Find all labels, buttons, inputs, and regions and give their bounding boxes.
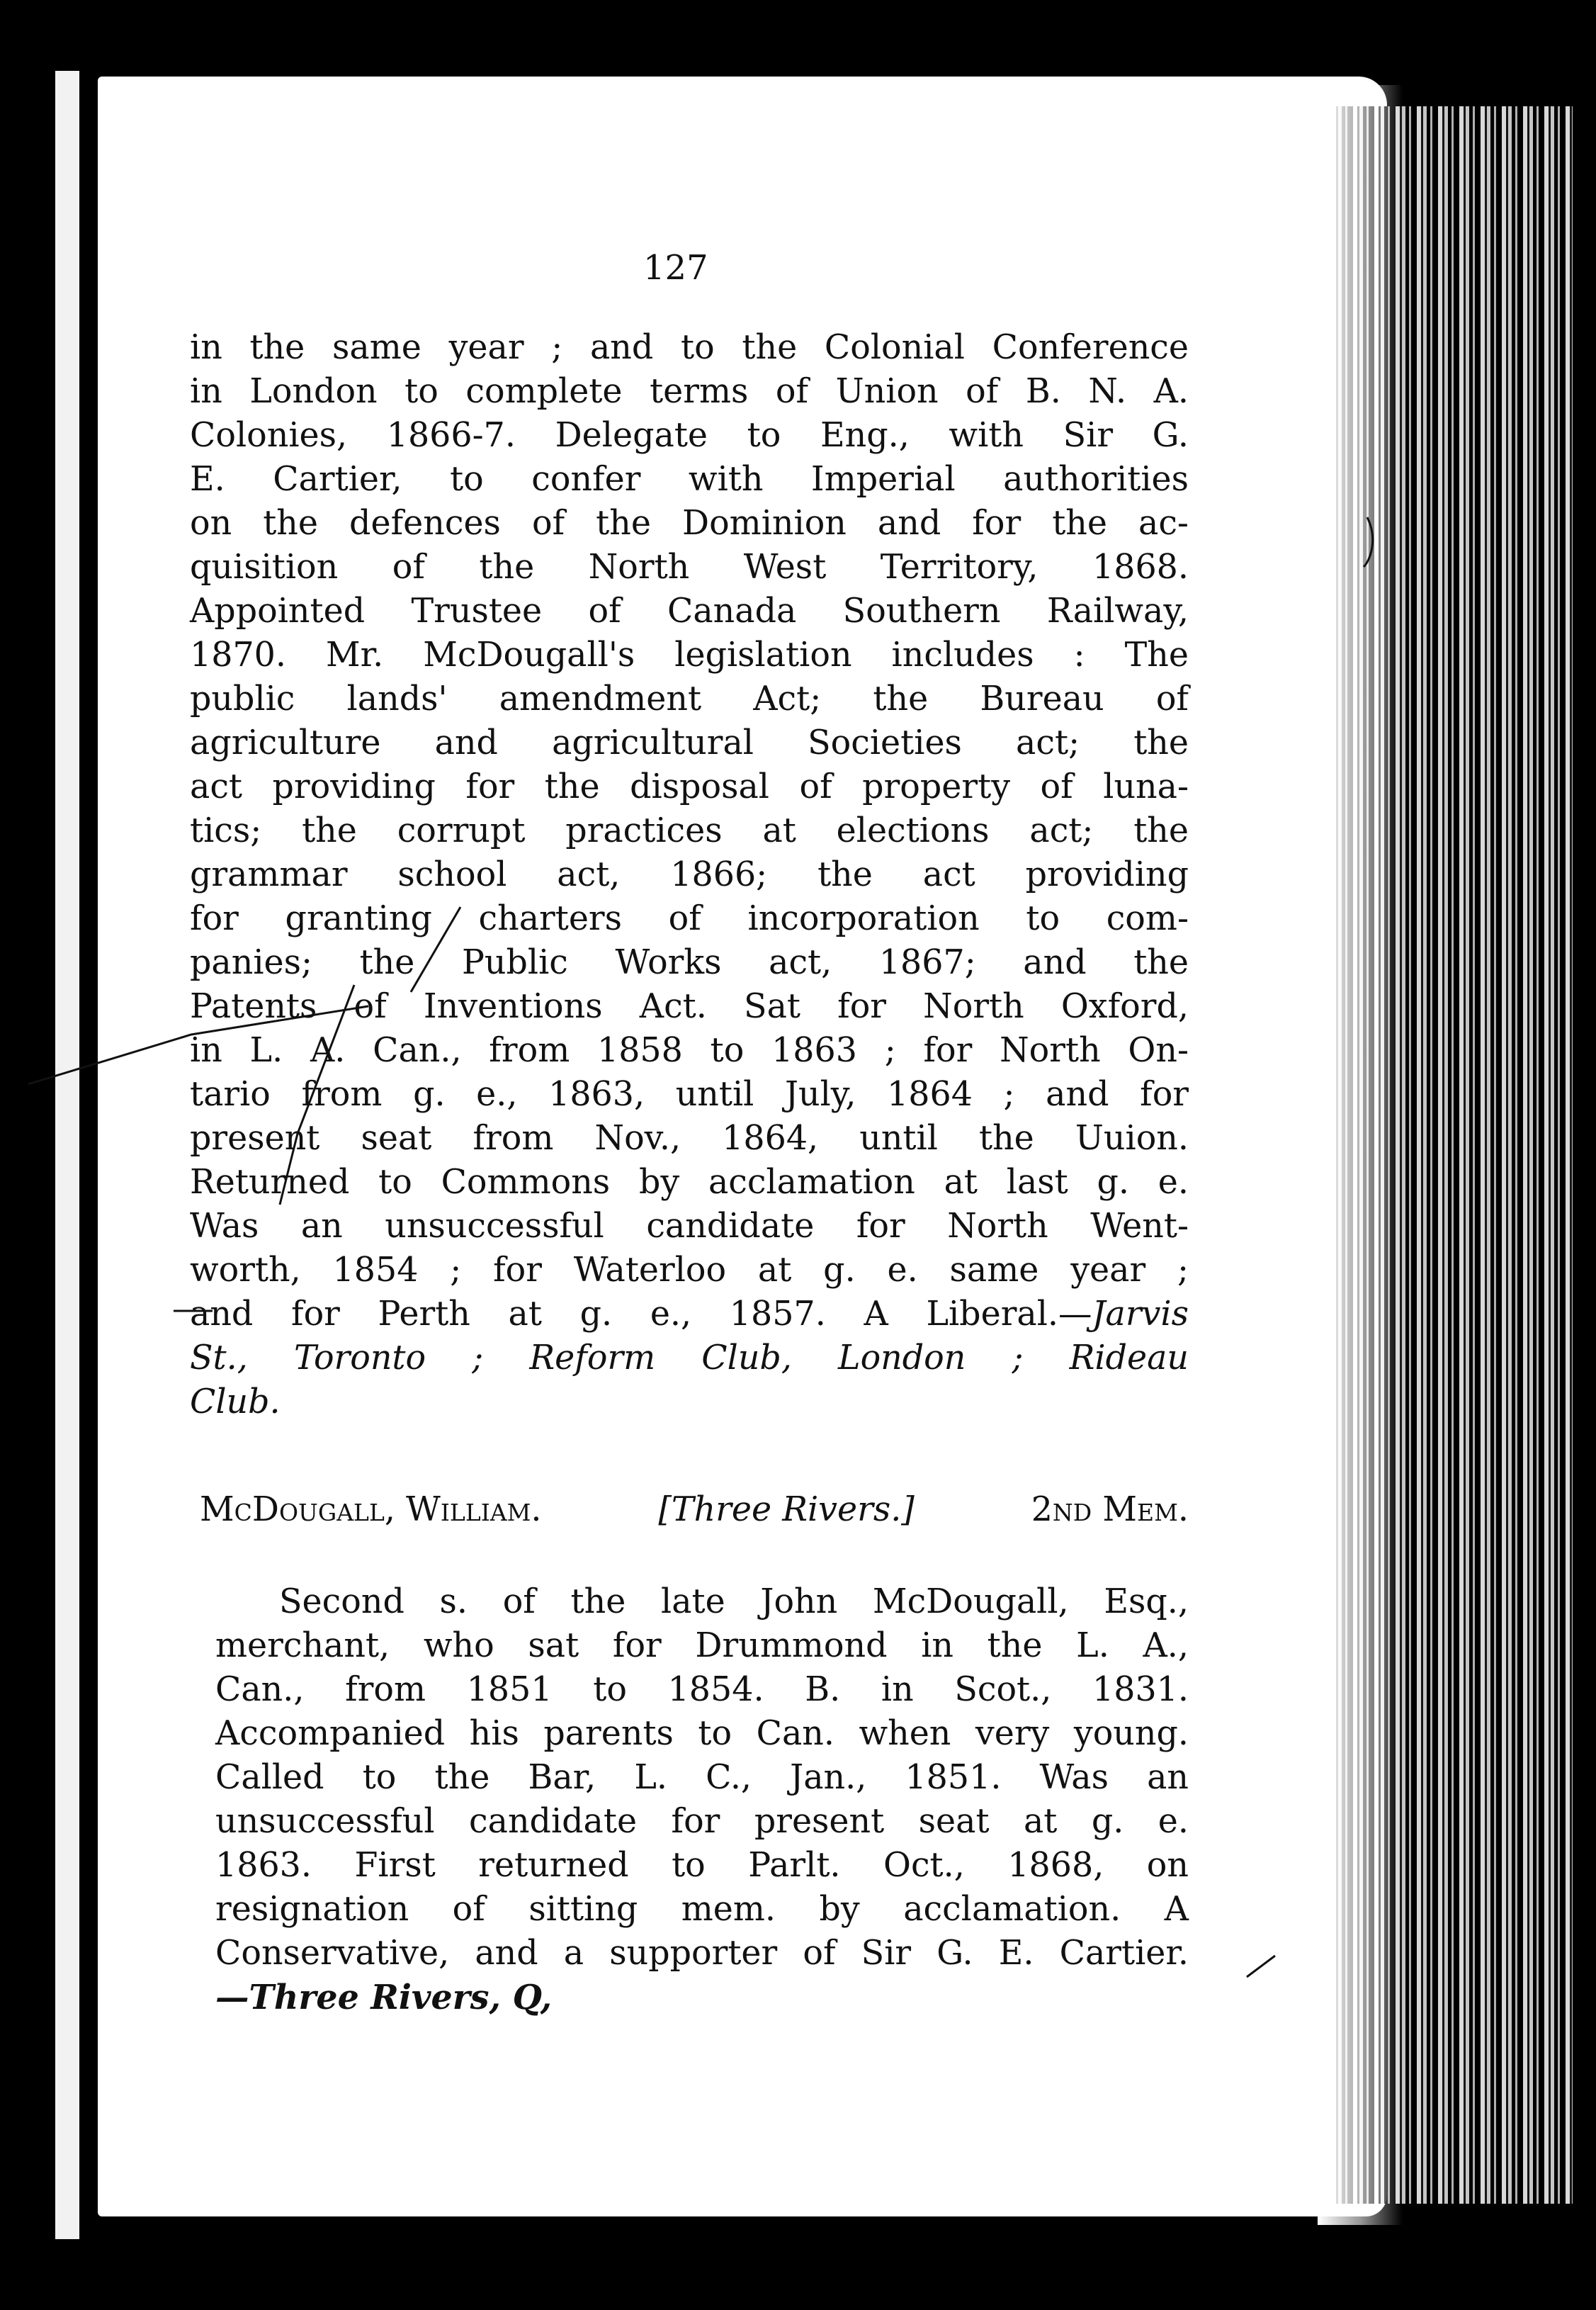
text-line: in London to complete terms of Union of B. N. A. bbox=[190, 372, 1189, 411]
text-line: public lands' amendment Act; the Bureau of bbox=[190, 680, 1189, 719]
address-line: St., Toronto ; Reform Club, London ; Rideau bbox=[190, 1339, 1189, 1377]
text-line: Second s. of the late John McDougall, Esq., bbox=[279, 1582, 1189, 1621]
text-line: Was an unsuccessful candidate for North Went- bbox=[190, 1207, 1189, 1246]
text-line: unsuccessful candidate for present seat at g. e. bbox=[215, 1802, 1189, 1841]
text-line: Conservative, and a supporter of Sir G. E. Cartier. bbox=[215, 1934, 1189, 1973]
member-seat: 2nd Mem. bbox=[1031, 1490, 1189, 1529]
address-start: Jarvis bbox=[1092, 1295, 1189, 1334]
address-line: —Three Rivers, Q, bbox=[215, 1978, 553, 2017]
text-line: resignation of sitting mem. by acclamation. A bbox=[215, 1890, 1189, 1929]
text-line: in the same year ; and to the Colonial Conference bbox=[190, 328, 1189, 367]
text-line: Can., from 1851 to 1854. B. in Scot., 1831. bbox=[215, 1670, 1189, 1709]
text-line: 1863. First returned to Parlt. Oct., 1868, on bbox=[215, 1846, 1189, 1885]
entry-mcdougall-william bbox=[215, 1580, 1189, 2019]
text-line: quisition of the North West Territory, 1868. bbox=[190, 548, 1189, 587]
text-line: Called to the Bar, L. C., Jan., 1851. Was an bbox=[215, 1758, 1189, 1797]
constituency: [Three Rivers.] bbox=[658, 1490, 915, 1529]
text-line: merchant, who sat for Drummond in the L. A., bbox=[215, 1626, 1189, 1665]
entry-heading bbox=[200, 1488, 1189, 1532]
text-line: E. Cartier, to confer with Imperial authorities bbox=[190, 460, 1189, 499]
text-line: act providing for the disposal of property of luna- bbox=[190, 767, 1189, 806]
text-line: present seat from Nov., 1864, until the Uuion. bbox=[190, 1119, 1189, 1158]
text-line: agriculture and agricultural Societies act; the bbox=[190, 723, 1189, 762]
text-line: grammar school act, 1866; the act providing bbox=[190, 855, 1189, 894]
text-line: in L. A. Can., from 1858 to 1863 ; for North On- bbox=[190, 1031, 1189, 1070]
entry-mcdougall-continued bbox=[190, 326, 1189, 1424]
text-line: for granting charters of incorporation to com- bbox=[190, 899, 1189, 938]
text-line: 1870. Mr. McDougall's legislation includes : The bbox=[190, 636, 1189, 675]
text-line: tario from g. e., 1863, until July, 1864 ; and for bbox=[190, 1075, 1189, 1114]
left-page-strip bbox=[55, 71, 79, 2239]
text-line: panies; the Public Works act, 1867; and the bbox=[190, 943, 1189, 982]
text-line: Colonies, 1866-7. Delegate to Eng., with Sir G. bbox=[190, 416, 1189, 455]
text-line: worth, 1854 ; for Waterloo at g. e. same year ; bbox=[190, 1251, 1189, 1290]
text-line: Patents of Inventions Act. Sat for North Oxford, bbox=[190, 987, 1189, 1026]
page-number: 127 bbox=[643, 248, 708, 288]
text-line: and for Perth at g. e., 1857. A Liberal.— bbox=[190, 1295, 1092, 1334]
text-line-with-address bbox=[190, 1292, 1189, 1336]
text-line: Appointed Trustee of Canada Southern Railway, bbox=[190, 592, 1189, 631]
text-line: Returned to Commons by acclamation at last g. e. bbox=[190, 1163, 1189, 1202]
text-line: on the defences of the Dominion and for the ac- bbox=[190, 504, 1189, 543]
address-line: Club. bbox=[190, 1382, 281, 1421]
page-edge-fade bbox=[1318, 85, 1403, 2225]
text-line: tics; the corrupt practices at elections act; the bbox=[190, 811, 1189, 850]
member-name: McDougall, William. bbox=[200, 1490, 542, 1529]
text-line: Accompanied his parents to Can. when very young. bbox=[215, 1714, 1189, 1753]
